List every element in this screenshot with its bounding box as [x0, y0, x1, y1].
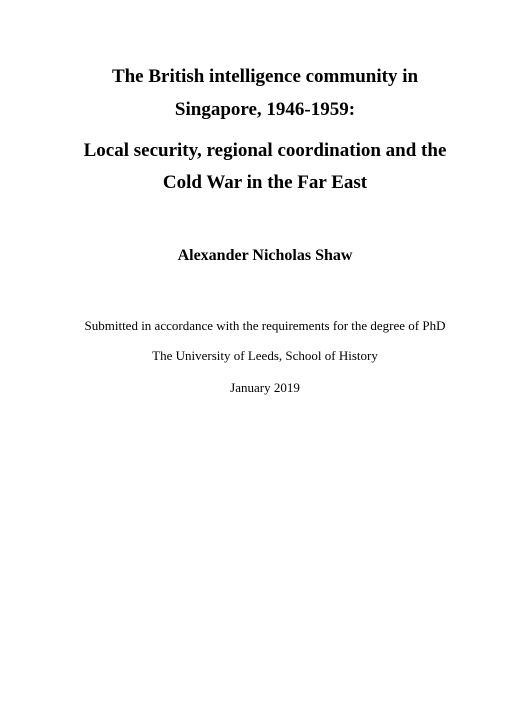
- institution: The University of Leeds, School of History: [152, 348, 378, 363]
- submission-statement: Submitted in accordance with the requirements for the degree of PhD: [84, 318, 446, 333]
- subtitle-line-1: Local security, regional coordination and the: [83, 140, 447, 161]
- submission-date: January 2019: [230, 380, 300, 395]
- title-line-2: Singapore, 1946-1959:: [174, 99, 356, 120]
- title-line-1: The British intelligence community in: [111, 66, 419, 87]
- subtitle-line-2: Cold War in the Far East: [162, 172, 368, 193]
- author-name: Alexander Nicholas Shaw: [177, 247, 353, 264]
